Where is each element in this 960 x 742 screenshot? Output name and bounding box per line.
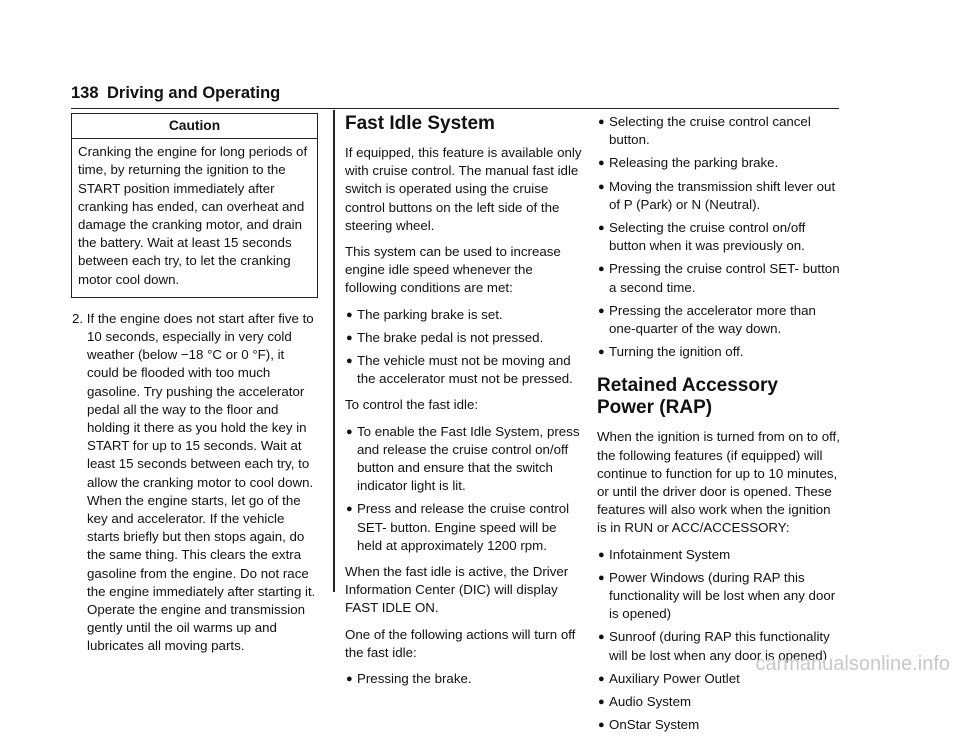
bullet-icon: ●	[598, 263, 605, 276]
turn-off-intro: One of the following actions will turn off the fast idle:	[345, 626, 576, 660]
bullet-icon: ●	[598, 672, 605, 685]
bullet-icon: ●	[346, 355, 353, 368]
conditions-list	[345, 306, 585, 389]
list-item: ● Power Windows (during RAP this functionality will be lost when any door is opened)	[598, 569, 836, 622]
conditions-intro: This system can be used to increase engine idle speed whenever the following conditions are met:	[345, 244, 561, 296]
list-item: ● Turning the ignition off.	[597, 343, 840, 361]
bullet-icon: ●	[598, 631, 605, 644]
list-item: ● Selecting the cruise control cancel button.	[598, 114, 811, 148]
step-2: 2. If the engine does not start after five to 10 seconds, especially in very cold weather (below −18 °C or 0 °F), it could be flooded with too much gasoline. Try pushing the accelerator pedal all the way to the floor and holding it there as you hold the key in START for up to 15 seconds. Wait at least 15 seconds between each try, to allow the cranking motor to cool down. When the engine starts, let go of the key and accelerator. If the vehicle starts briefly but then stops again, do the same thing. This clears the extra gasoline from the engine. Do not race the engine immediately after starting it. Operate the engine and transmission gently until the oil warms up and lubricates all moving parts.	[72, 310, 316, 654]
bullet-icon: ●	[598, 696, 605, 709]
control-intro: To control the fast idle:	[345, 397, 479, 413]
list-item: ● Sunroof (during RAP this functionality will be lost when any door is opened)	[598, 629, 830, 663]
bullet-icon: ●	[598, 571, 605, 584]
bullet-icon: ●	[598, 719, 605, 732]
caution-text: Cranking the engine for long periods of time, by returning the ignition to the START position immediately after cranking has ended, can overheat and damage the cranking motor, and drain the battery. Wait at least 15 seconds between each try, to let the cranking motor cool down.	[78, 144, 308, 287]
control-steps-list	[345, 423, 585, 555]
caution-box	[71, 113, 318, 298]
bullet-icon: ●	[346, 331, 353, 344]
list-item: ● Infotainment System	[597, 546, 840, 564]
page-header	[71, 84, 839, 109]
list-item: ● The parking brake is set.	[345, 306, 585, 324]
rap-intro: When the ignition is turned from on to off, the following features (if equipped) will continue to function for up to 10 minutes, or until the driver door is opened. These features will also work when the ignition is in RUN or ACC/ACCESSORY:	[597, 429, 840, 536]
active-text: When the fast idle is active, the Driver Information Center (DIC) will display FAST IDLE ON.	[345, 564, 569, 616]
list-item: ● Releasing the parking brake.	[597, 154, 840, 172]
list-item: ● Auxiliary Power Outlet	[597, 670, 840, 688]
bullet-icon: ●	[346, 673, 353, 686]
bullet-icon: ●	[598, 116, 605, 128]
watermark: carmanualsonline.info	[755, 653, 950, 675]
list-item: ● Moving the transmission shift lever out of P (Park) or N (Neutral).	[598, 178, 836, 212]
column-middle	[345, 113, 585, 696]
list-item: ● Press and release the cruise control SET- button. Engine speed will be held at approximately 1200 rpm.	[346, 501, 570, 553]
caution-title: Caution	[72, 114, 317, 139]
turn-off-list	[345, 670, 585, 688]
fast-idle-intro: If equipped, this feature is available only with cruise control. The manual fast idle switch is operated using the cruise control buttons on the left side of the steering wheel.	[345, 145, 582, 233]
numbered-steps	[71, 310, 319, 656]
rap-features-list	[597, 546, 840, 735]
list-item: ● Selecting the cruise control on/off button when it was previously on.	[598, 220, 806, 254]
list-item: ● The brake pedal is not pressed.	[345, 329, 585, 347]
list-item: ● Audio System	[597, 693, 840, 711]
turn-off-list-continued	[597, 113, 840, 361]
bullet-icon: ●	[598, 548, 605, 561]
rap-heading: Retained Accessory Power (RAP)	[597, 375, 778, 419]
list-item: ● Pressing the accelerator more than one-quarter of the way down.	[598, 302, 816, 337]
fast-idle-heading: Fast Idle System	[345, 113, 495, 134]
column-left	[71, 113, 319, 656]
list-item: ● Pressing the brake.	[345, 670, 585, 688]
bullet-icon: ●	[598, 346, 605, 359]
section-title: Driving and Operating	[107, 84, 281, 102]
list-item: ● The vehicle must not be moving and the accelerator must not be pressed.	[346, 353, 573, 387]
list-item: ● OnStar System	[597, 716, 840, 734]
list-item: ● To enable the Fast Idle System, press and release the cruise control on/off button and ensure that the switch indicator light is lit.	[346, 423, 580, 494]
bullet-icon: ●	[598, 222, 605, 235]
bullet-icon: ●	[346, 308, 353, 321]
list-item: ● Pressing the cruise control SET- button a second time.	[598, 261, 840, 295]
bullet-icon: ●	[346, 425, 353, 438]
bullet-icon: ●	[346, 503, 353, 516]
bullet-icon: ●	[598, 157, 605, 170]
column-divider	[333, 110, 335, 592]
bullet-icon: ●	[598, 180, 605, 193]
bullet-icon: ●	[598, 304, 605, 317]
page-number: 138	[71, 84, 99, 102]
column-right	[597, 113, 840, 742]
